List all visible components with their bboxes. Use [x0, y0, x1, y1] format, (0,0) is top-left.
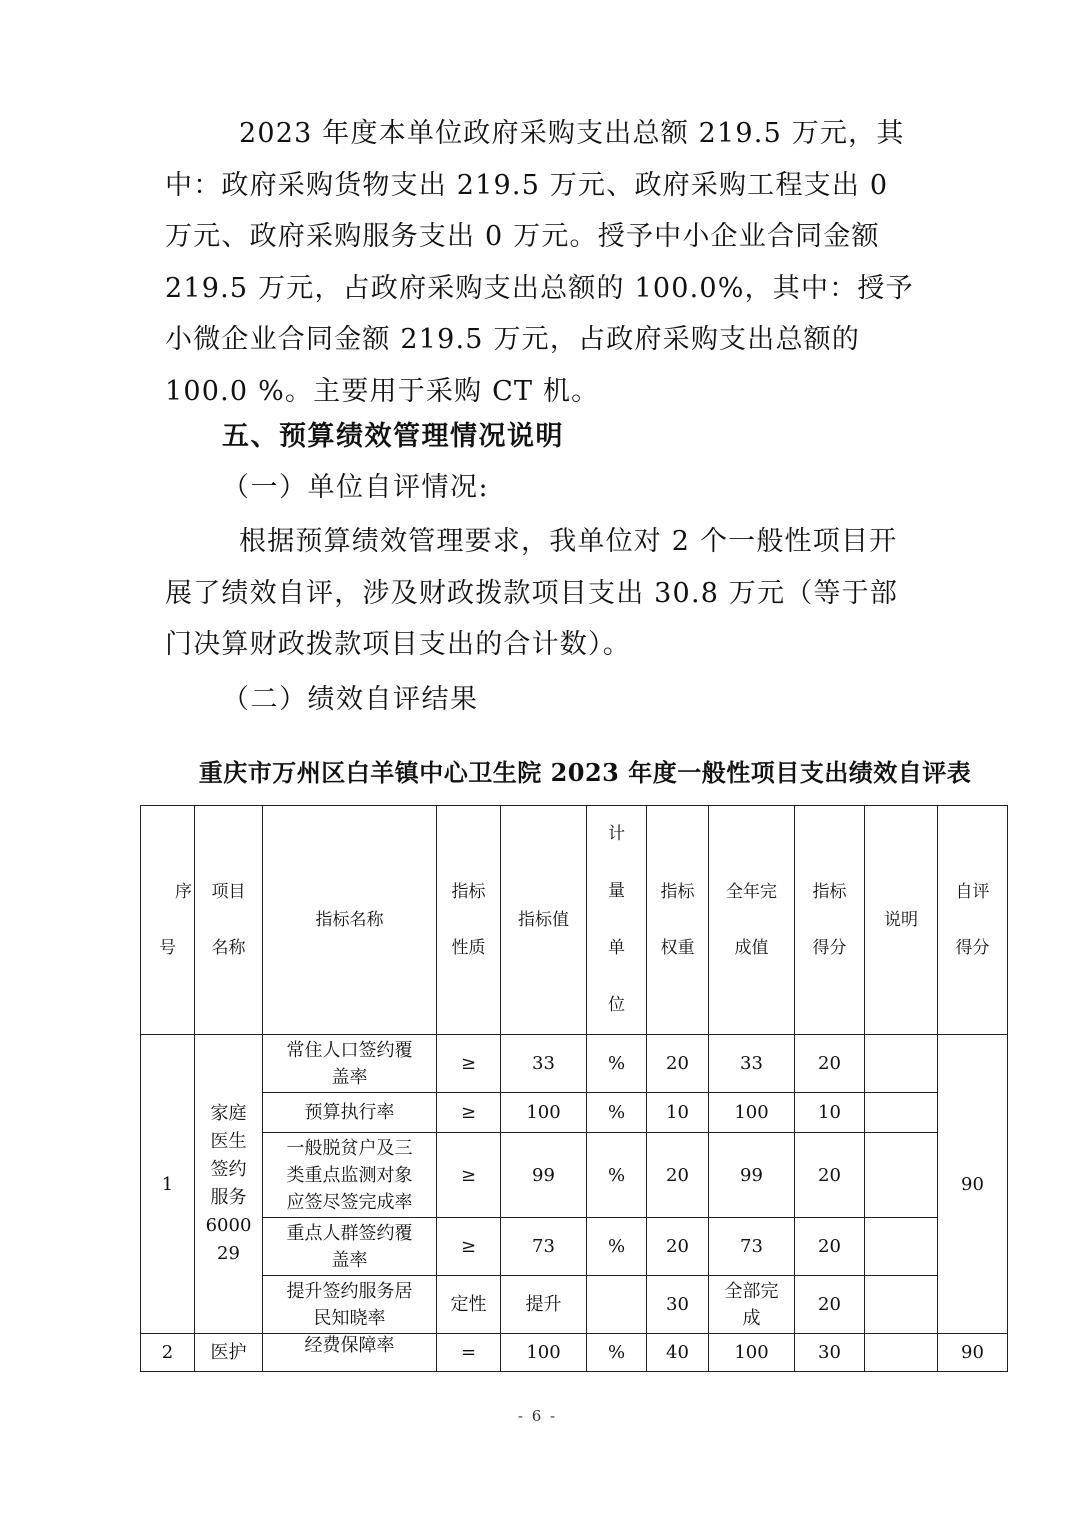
indicator-score: 20	[795, 1035, 865, 1093]
indicator-value: 33	[501, 1035, 587, 1093]
indicator-note	[865, 1093, 938, 1133]
header-project-name: 项目 名称	[195, 806, 263, 1035]
indicator-name: 提升签约服务居 民知晓率	[263, 1276, 437, 1334]
indicator-name: 预算执行率	[263, 1093, 437, 1133]
table-row	[141, 1218, 1008, 1276]
page-number: - 6 -	[517, 1407, 558, 1425]
indicator-name: 重点人群签约覆 盖率	[263, 1218, 437, 1276]
subheading-evaluation-results: （二）绩效自评结果	[222, 684, 479, 715]
header-indicator-value: 指标值	[501, 806, 587, 1035]
indicator-value: 100	[501, 1334, 587, 1372]
indicator-nature: 定性	[437, 1276, 501, 1334]
indicator-completion: 99	[709, 1133, 795, 1218]
indicator-weight: 40	[647, 1334, 709, 1372]
table-row	[141, 1133, 1008, 1218]
indicator-score: 20	[795, 1218, 865, 1276]
indicator-nature: ≥	[437, 1218, 501, 1276]
header-annual-completion: 全年完 成值	[709, 806, 795, 1035]
indicator-name: 常住人口签约覆 盖率	[263, 1035, 437, 1093]
header-weight: 指标 权重	[647, 806, 709, 1035]
header-indicator-score: 指标 得分	[795, 806, 865, 1035]
table-row	[141, 1334, 1008, 1372]
indicator-unit: %	[587, 1133, 647, 1218]
subheading-self-evaluation: （一）单位自评情况:	[222, 472, 490, 503]
indicator-nature: ≥	[437, 1133, 501, 1218]
row1-seq: 1	[141, 1035, 195, 1334]
indicator-nature: ≥	[437, 1035, 501, 1093]
indicator-score: 10	[795, 1093, 865, 1133]
header-indicator-nature: 指标 性质	[437, 806, 501, 1035]
indicator-completion: 73	[709, 1218, 795, 1276]
row2-seq: 2	[141, 1334, 195, 1372]
indicator-completion: 33	[709, 1035, 795, 1093]
row2-self-score: 90	[938, 1334, 1008, 1372]
indicator-weight: 20	[647, 1218, 709, 1276]
procurement-paragraph-text: 2023 年度本单位政府采购支出总额 219.5 万元，其中：政府采购货物支出 219.5 万元、政府采购工程支出 0 万元、政府采购服务支出 0 万元。授予中小企业合同金额 219.5 万元，占政府采购支出总额的 100.0%，其中：授予小微企业合同金额 219.5 万元，占政府采购支出总额的 100.0 %。主要用于采购 CT 机。	[165, 118, 914, 407]
table-header-row	[141, 806, 1008, 1035]
indicator-note	[865, 1035, 938, 1093]
indicator-unit: %	[587, 1218, 647, 1276]
row1-project-name: 家庭 医生 签约 服务 6000 29	[195, 1035, 263, 1334]
indicator-score: 20	[795, 1133, 865, 1218]
indicator-value: 99	[501, 1133, 587, 1218]
row1-self-score: 90	[938, 1035, 1008, 1334]
indicator-value: 73	[501, 1218, 587, 1276]
indicator-unit: %	[587, 1093, 647, 1133]
section-heading-budget-performance: 五、预算绩效管理情况说明	[222, 421, 564, 452]
indicator-weight: 20	[647, 1035, 709, 1093]
indicator-completion: 100	[709, 1093, 795, 1133]
header-indicator-name: 指标名称	[263, 806, 437, 1035]
indicator-weight: 30	[647, 1276, 709, 1334]
row2-project-name: 医护	[195, 1334, 263, 1372]
performance-self-evaluation-table	[140, 805, 1008, 1372]
table-row	[141, 1035, 1008, 1093]
indicator-completion: 全部完 成	[709, 1276, 795, 1334]
indicator-note	[865, 1218, 938, 1276]
table-row	[141, 1093, 1008, 1133]
indicator-value: 100	[501, 1093, 587, 1133]
indicator-value: 提升	[501, 1276, 587, 1334]
indicator-nature: =	[437, 1334, 501, 1372]
procurement-paragraph	[165, 108, 915, 417]
indicator-name: 一般脱贫户及三 类重点监测对象 应签尽签完成率	[263, 1133, 437, 1218]
header-note: 说明	[865, 806, 938, 1035]
indicator-score: 30	[795, 1334, 865, 1372]
header-unit: 计 量 单 位	[587, 806, 647, 1035]
indicator-weight: 10	[647, 1093, 709, 1133]
indicator-nature: ≥	[437, 1093, 501, 1133]
indicator-unit	[587, 1276, 647, 1334]
indicator-unit: %	[587, 1035, 647, 1093]
header-self-score: 自评 得分	[938, 806, 1008, 1035]
header-seq: 序 号	[141, 806, 195, 1035]
self-evaluation-paragraph	[165, 516, 915, 671]
indicator-score: 20	[795, 1276, 865, 1334]
table-title: 重庆市万州区白羊镇中心卫生院 2023 年度一般性项目支出绩效自评表	[198, 758, 972, 787]
indicator-unit: %	[587, 1334, 647, 1372]
self-evaluation-paragraph-text: 根据预算绩效管理要求，我单位对 2 个一般性项目开展了绩效自评，涉及财政拨款项目支出 30.8 万元（等于部门决算财政拨款项目支出的合计数）。	[165, 526, 899, 660]
indicator-name: 经费保障率	[263, 1334, 437, 1372]
indicator-completion: 100	[709, 1334, 795, 1372]
indicator-weight: 20	[647, 1133, 709, 1218]
indicator-note	[865, 1334, 938, 1372]
indicator-note	[865, 1133, 938, 1218]
indicator-note	[865, 1276, 938, 1334]
table-row	[141, 1276, 1008, 1334]
